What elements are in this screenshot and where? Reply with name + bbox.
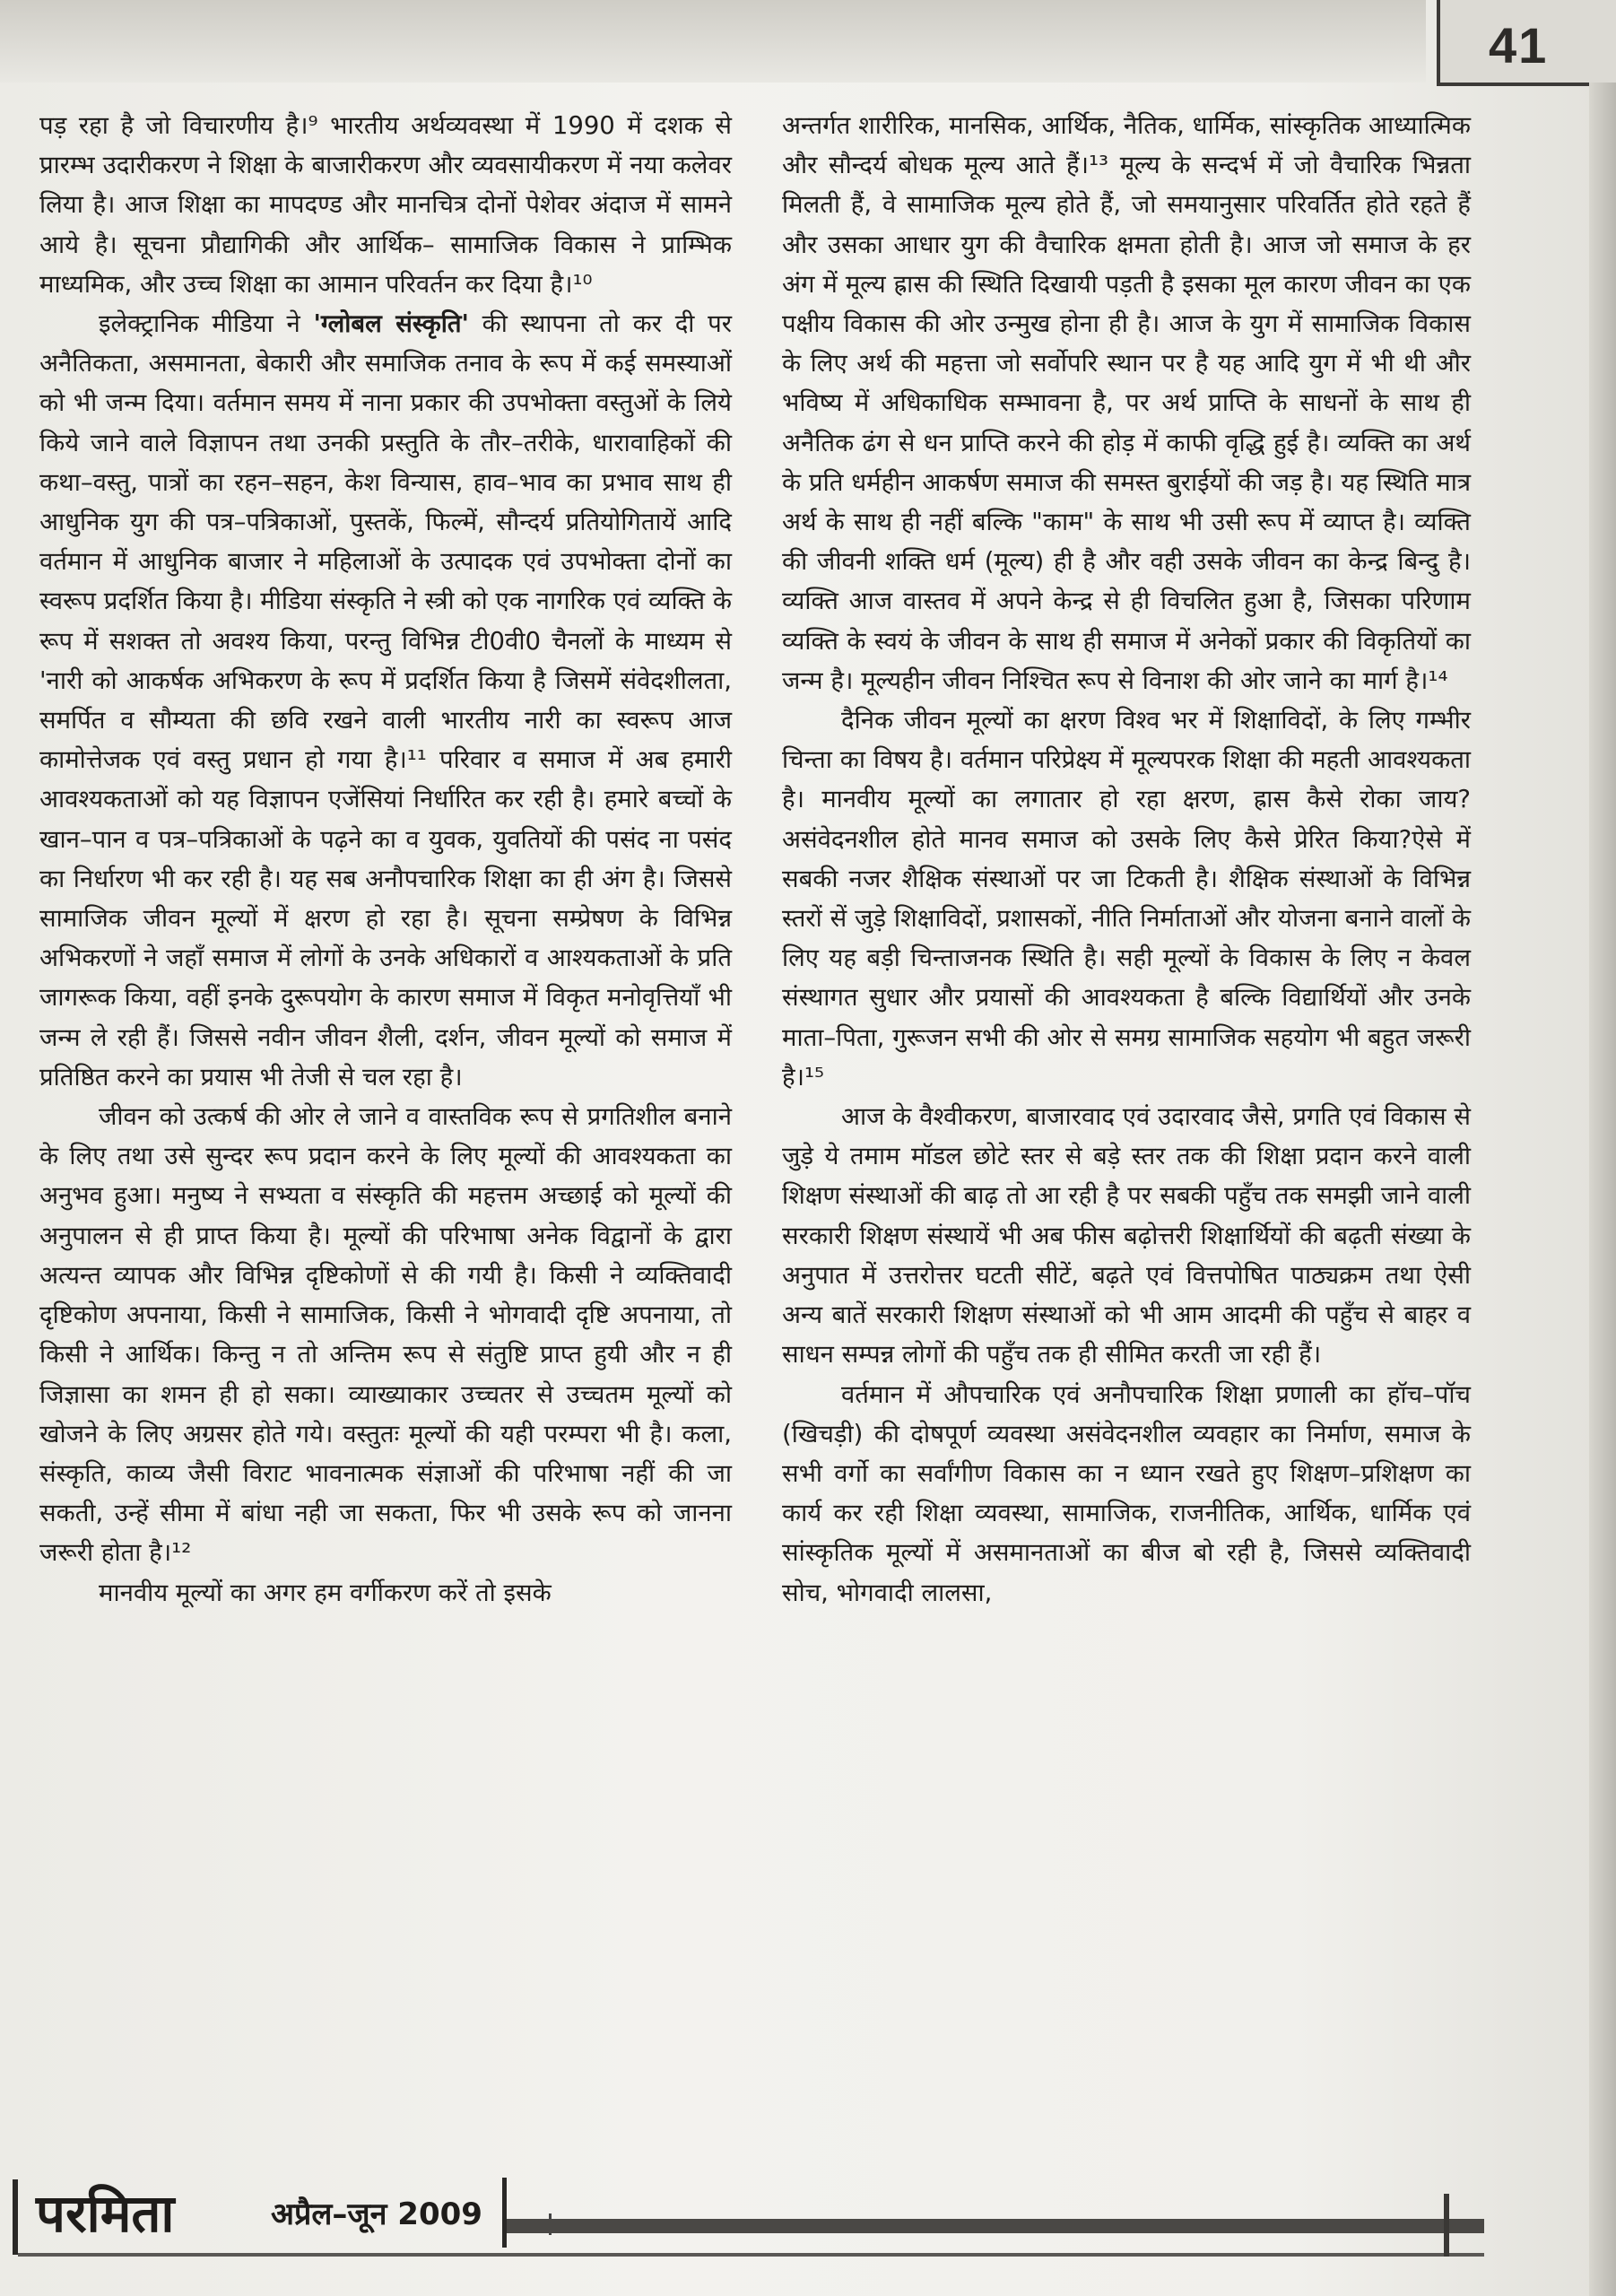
paragraph-2-start: इलेक्ट्रानिक मीडिया ने — [99, 309, 314, 339]
global-culture-term: 'ग्लोबल संस्कृति' — [313, 309, 469, 339]
left-paragraph-2 — [39, 304, 732, 1097]
footer-divider — [502, 2178, 507, 2248]
left-paragraph-3: जीवन को उत्कर्ष की ओर ले जाने व वास्तविक रूप से प्रगतिशील बनाने के लिए तथा उसे सुन्दर रूप प्रदान करने के लिए मूल्यों की आवश्यकता का अनुभव हुआ। मनुष्य ने सभ्यता व संस्कृति की महत्तम अच्छाई को मूल्यों की अनुपालन से ही प्राप्त किया है। मूल्यों की परिभाषा अनेक विद्वानों के द्वारा अत्यन्त व्यापक और विभिन्न दृष्टिकोणों से की गयी है। किसी ने व्यक्तिवादी दृष्टिकोण अपनाया, किसी ने सामाजिक, किसी ने भोगवादी दृष्टि अपनाया, तो किसी ने आर्थिक। किन्तु न तो अन्तिम रूप से संतुष्टि प्राप्त हुयी और न ही जिज्ञासा का शमन ही हो सका। व्याख्याकार उच्चतर से उच्चतम मूल्यों को खोजने के लिए अग्रसर होते गये। वस्तुतः मूल्यों की यही परम्परा भी है। कला, संस्कृति, काव्य जैसी विराट भावनात्मक संज्ञाओं की परिभाषा नहीं की जा सकती, उन्हें सीमा में बांधा नही जा सकता, फिर भी उसके रूप को जानना जरूरी होता है।¹² — [39, 1102, 732, 1568]
left-text-column — [39, 106, 732, 1613]
page-edge-shadow — [1589, 83, 1616, 2296]
top-margin-strip — [0, 0, 1426, 83]
left-paragraph-1: पड़ रहा है जो विचारणीय है।⁹ भारतीय अर्थव्यवस्था में 1990 में दशक से प्रारम्भ उदारीकरण ने शिक्षा के बाजारीकरण और व्यवसायीकरण में नया कलेवर लिया है। आज शिक्षा का मापदण्ड और मानचित्र दोनों पेशेवर अंदाज में सामने आये है। सूचना प्रौद्यागिकी और आर्थिक– सामाजिक विकास ने प्राम्भिक माध्यमिक, और उच्च शिक्षा का आमान परिवर्तन कर दिया है।¹⁰ — [39, 111, 732, 299]
footer-rule — [507, 2219, 1484, 2233]
right-paragraph-4: वर्तमान में औपचारिक एवं अनौपचारिक शिक्षा प्रणाली का हॉच–पॉच (खिचड़ी) की दोषपूर्ण व्यवस्था असंवेदनशील व्यवहार का निर्माण, समाज के सभी वर्गो का सर्वांगीण विकास का न ध्यान रखते हुए शिक्षण–प्रशिक्षण का कार्य कर रही शिक्षा व्यवस्था, सामाजिक, राजनीतिक, आर्थिक, धार्मिक एवं सांस्कृतिक मूल्यों में असमानताओं का बीज बो रही है, जिससे व्यक्तिवादी सोच, भोगवादी लालसा, — [782, 1379, 1471, 1607]
right-paragraph-2: दैनिक जीवन मूल्यों का क्षरण विश्व भर में शिक्षाविदों, के लिए गम्भीर चिन्ता का विषय है। वर्तमान परिप्रेक्ष्य में मूल्यपरक शिक्षा की महती आवश्यकता है। मानवीय मूल्यों का लगातार हो रहा क्षरण, ह्रास कैसे रोका जाय?असंवेदनशील होते मानव समाज को उसके लिए कैसे प्रेरित किया?ऐसे में सबकी नजर शैक्षिक संस्थाओं पर जा टिकती है। शैक्षिक संस्थाओं के विभिन्न स्तरों सें जुड़े शिक्षाविदों, प्रशासकों, नीति निर्माताओं और योजना बनाने वालों के लिए यह बड़ी चिन्ताजनक स्थिति है। सही मूल्यों के विकास के लिए न केवल संस्थागत सुधार और प्रयासों की आवश्यकता है बल्कि विद्यार्थियों और उनके माता–पिता, गुरूजन सभी की ओर से समग्र सामाजिक सहयोग भी बहुत जरूरी है।¹⁵ — [782, 706, 1471, 1091]
magazine-logo: परमिता — [36, 2183, 175, 2244]
right-paragraph-1: अन्तर्गत शारीरिक, मानसिक, आर्थिक, नैतिक, धार्मिक, सांस्कृतिक आध्यात्मिक और सौन्दर्य बोधक मूल्य आते हैं।¹³ मूल्य के सन्दर्भ में जो वैचारिक भिन्नता मिलती हैं, वे सामाजिक मूल्य होते हैं, जो समयानुसार परिवर्तित होते रहते हैं और उसका आधार युग की वैचारिक क्षमता होती है। आज जो समाज के हर अंग में मूल्य ह्रास की स्थिति दिखायी पड़ती है इसका मूल कारण जीवन का एक पक्षीय विकास की ओर उन्मुख होना ही है। आज के युग में सामाजिक विकास के लिए अर्थ की महत्ता जो सर्वोपरि स्थान पर है यह आदि युग में भी थी और भविष्य में अधिकाधिक सम्भावना है, पर अर्थ प्राप्ति के साधनों के साथ ही अनैतिक ढंग से धन प्राप्ति करने की होड़ में काफी वृद्धि हुई है। व्यक्ति का अर्थ के प्रति धर्महीन आकर्षण समाज की समस्त बुराईयों की जड़ है। यह स्थिति मात्र अर्थ के साथ ही नहीं बल्कि "काम" के साथ भी उसी रूप में व्याप्त है। व्यक्ति की जीवनी शक्ति धर्म (मूल्य) ही है और वही उसके जीवन का केन्द्र बिन्दु है। व्यक्ति आज वास्तव में अपने केन्द्र से ही विचलित हुआ है, जिसका परिणाम व्यक्ति के स्वयं के जीवन के साथ ही समाज में अनेकों प्रकार की विकृतियों का जन्म है। मूल्यहीन जीवन निश्चित रूप से विनाश की ओर जाने का मार्ग है।¹⁴ — [782, 111, 1471, 695]
right-text-column — [782, 106, 1471, 1613]
footer-rule-thin — [18, 2253, 1484, 2257]
footer-left-bar — [13, 2179, 18, 2255]
left-paragraph-4: मानवीय मूल्यों का अगर हम वर्गीकरण करें तो इसके — [99, 1578, 552, 1607]
right-paragraph-3: आज के वैश्वीकरण, बाजारवाद एवं उदारवाद जैसे, प्रगति एवं विकास से जुड़े ये तमाम मॉडल छोटे स्तर से बड़े स्तर तक की शिक्षा प्रदान करने वाली शिक्षण संस्थाओं की बाढ़ तो आ रही है पर सबकी पहुँच तक समझी जाने वाली सरकारी शिक्षण संस्थायें भी अब फीस बढ़ोत्तरी शिक्षार्थियों की बढ़ती संख्या के अनुपात में उत्तरोत्तर घटती सीटें, बढ़ते एवं वित्तपोषित पाठ्यक्रम तथा ऐसी अन्य बातें सरकारी शिक्षण संस्थाओं को भी आम आदमी की पहुँच से बाहर व साधन सम्पन्न लोगों की पहुँच तक ही सीमित करती जा रही हैं। — [782, 1102, 1471, 1370]
footer-right-tail — [1444, 2194, 1449, 2257]
issue-date: अप्रैल–जून 2009 — [271, 2196, 482, 2232]
page-number: 41 — [1489, 17, 1549, 74]
paragraph-2-rest: की स्थापना तो कर दी पर अनैतिकता, असमानता, बेकारी और समाजिक तनाव के रूप में कई समस्याओं को भी जन्म दिया। वर्तमान समय में नाना प्रकार की उपभोक्ता वस्तुओं के लिये किये जाने वाले विज्ञापन तथा उनकी प्रस्तुति के तौर–तरीके, धारावाहिकों की कथा–वस्तु, पात्रों का रहन–सहन, केश विन्यास, हाव–भाव का प्रभाव साथ ही आधुनिक युग की पत्र–पत्रिकाओं, पुस्तकें, फिल्में, सौन्दर्य प्रतियोगितायें आदि वर्तमान में आधुनिक बाजार ने महिलाओं के उत्पादक एवं उपभोक्ता दोनों का स्वरूप प्रदर्शित किया है। मीडिया संस्कृति ने स्त्री को एक नागरिक एवं व्यक्ति के रूप में सशक्त तो अवश्य किया, परन्तु विभिन्न टी0वी0 चैनलों के माध्यम से 'नारी को आकर्षक अभिकरण के रूप में प्रदर्शित किया है जिसमें संवेदशीलता, समर्पित व सौम्यता की छवि रखने वाली भारतीय नारी का स्वरूप आज कामोत्तेजक एवं वस्तु प्रधान हो गया है।¹¹ परिवार व समाज में अब हमारी आवश्यकताओं को यह विज्ञापन एजेंसियां निर्धारित कर रही है। हमारे बच्चों के खान–पान व पत्र–पत्रिकाओं के पढ़ने का व युवक, युवतियों की पसंद ना पसंद का निर्धारण भी कर रही है। यह सब अनौपचारिक शिक्षा का ही अंग है। जिससे सामाजिक जीवन मूल्यों में क्षरण हो रहा है। सूचना सम्प्रेषण के विभिन्न अभिकरणों ने जहाँ समाज में लोगों के उनके अधिकारों व आश्यकताओं के प्रति जागरूक किया, वहीं इनके दुरूपयोग के कारण समाज में विकृत मनोवृत्तियाँ भी जन्म ले रही हैं। जिससे नवीन जीवन शैली, दर्शन, जीवन मूल्यों को समाज में प्रतिष्ठित करने का प्रयास भी तेजी से चल रहा है। — [39, 309, 733, 1091]
